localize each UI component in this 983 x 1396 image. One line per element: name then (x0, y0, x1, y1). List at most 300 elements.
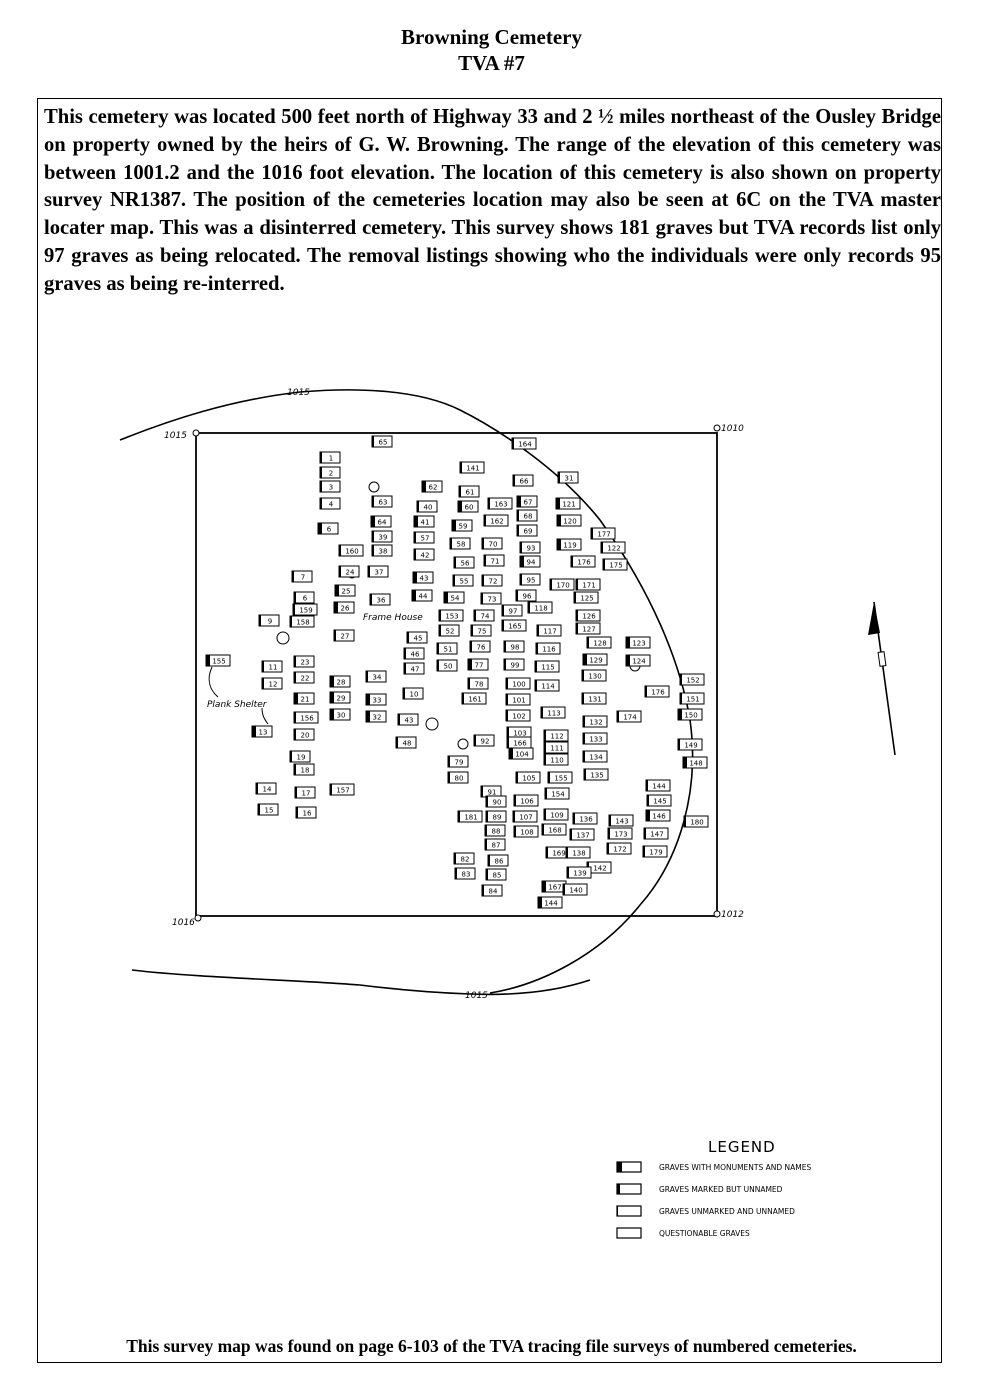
grave-168 (542, 824, 566, 835)
grave-67 (517, 496, 537, 507)
legend-item-label: GRAVES UNMARKED AND UNNAMED (659, 1207, 795, 1216)
grave-120 (557, 515, 581, 526)
grave-75 (471, 625, 491, 636)
grave-97 (502, 605, 522, 616)
grave-84 (482, 885, 502, 896)
grave-138 (566, 847, 590, 858)
grave-number: 3 (328, 483, 334, 492)
grave-number: 92 (480, 737, 490, 746)
grave-79 (448, 756, 468, 767)
grave-number: 50 (443, 662, 453, 671)
grave-number: 58 (456, 540, 466, 549)
grave-number: 54 (450, 594, 460, 603)
grave-number: 41 (420, 518, 430, 527)
grave-161 (462, 693, 486, 704)
grave-number: 150 (684, 711, 698, 720)
corner-label-bottom-left: 1016 (172, 918, 195, 928)
grave-number: 112 (550, 732, 564, 741)
grave-number: 63 (378, 498, 388, 507)
grave-148 (683, 757, 707, 768)
grave-number: 103 (513, 729, 527, 738)
grave-number: 157 (336, 786, 350, 795)
grave-137 (570, 829, 594, 840)
grave-number: 43 (404, 716, 414, 725)
grave-164 (512, 438, 536, 449)
grave-number: 4 (328, 500, 334, 509)
grave-number: 98 (510, 643, 520, 652)
grave-number: 72 (488, 577, 498, 586)
grave-number: 44 (418, 592, 428, 601)
grave-85 (486, 869, 506, 880)
grave-151 (680, 693, 704, 704)
grave-34 (366, 671, 386, 682)
grave-159 (293, 604, 317, 615)
grave-number: 165 (508, 622, 522, 631)
grave-number: 65 (378, 438, 388, 447)
grave-number: 155 (212, 657, 226, 666)
grave-65 (372, 436, 392, 447)
grave-number: 177 (597, 530, 611, 539)
grave-number: 70 (488, 540, 498, 549)
grave-number: 140 (569, 886, 583, 895)
grave-number: 116 (542, 645, 556, 654)
grave-106 (514, 795, 538, 806)
grave-87 (485, 839, 505, 850)
grave-102 (506, 710, 530, 721)
grave-number: 2 (328, 469, 334, 478)
grave-107 (513, 811, 537, 822)
grave-127 (576, 623, 600, 634)
grave-61 (459, 486, 479, 497)
grave-154 (545, 788, 569, 799)
grave-number: 83 (461, 870, 471, 879)
grave-number: 121 (562, 500, 576, 509)
grave-number: 14 (262, 785, 272, 794)
grave-number: 15 (264, 806, 274, 815)
grave-number: 114 (541, 682, 555, 691)
grave-number: 144 (544, 899, 558, 908)
grave-144 (538, 897, 562, 908)
grave-number: 86 (494, 857, 504, 866)
grave-28 (330, 676, 350, 687)
grave-number: 46 (410, 650, 420, 659)
grave-number: 113 (547, 709, 561, 718)
grave-number: 18 (300, 766, 310, 775)
grave-68 (517, 510, 537, 521)
grave-number: 155 (554, 774, 568, 783)
grave-1 (320, 452, 340, 463)
legend-item (617, 1206, 795, 1216)
grave-number: 21 (300, 695, 310, 704)
grave-73 (481, 593, 501, 604)
grave-number: 52 (445, 627, 455, 636)
grave-51 (437, 643, 457, 654)
grave-number: 163 (494, 500, 508, 509)
grave-143 (609, 815, 633, 826)
grave-48 (396, 737, 416, 748)
frame-house-label: Frame House (363, 613, 423, 623)
grave-155 (548, 772, 572, 783)
grave-29 (330, 692, 350, 703)
corner-label-top-right: 1010 (721, 424, 744, 434)
grave-number: 79 (454, 758, 464, 767)
grave-number: 176 (651, 688, 665, 697)
grave-number: 59 (458, 522, 468, 531)
grave-112 (544, 730, 568, 741)
grave-66 (513, 475, 533, 486)
grave-number: 173 (614, 830, 628, 839)
grave-number: 111 (550, 744, 564, 753)
grave-98 (504, 641, 524, 652)
grave-number: 9 (267, 617, 273, 626)
grave-number: 77 (474, 661, 484, 670)
grave-60 (458, 501, 478, 512)
grave-114 (535, 680, 559, 691)
grave-64 (371, 516, 391, 527)
grave-number: 7 (300, 573, 306, 582)
grave-number: 85 (492, 871, 502, 880)
grave-number: 136 (579, 815, 593, 824)
grave-number: 125 (580, 594, 594, 603)
grave-number: 39 (378, 533, 388, 542)
grave-number: 73 (487, 595, 497, 604)
grave-135 (584, 769, 608, 780)
grave-100 (506, 678, 530, 689)
grave-130 (582, 670, 606, 681)
grave-number: 99 (510, 661, 520, 670)
grave-number: 40 (423, 503, 433, 512)
grave-number: 82 (460, 855, 470, 864)
grave-number: 142 (593, 864, 607, 873)
grave-number: 174 (623, 713, 637, 722)
grave-number: 68 (523, 512, 533, 521)
grave-number: 171 (582, 581, 596, 590)
grave-144 (646, 780, 670, 791)
grave-number: 51 (443, 645, 453, 654)
grave-176 (571, 556, 595, 567)
grave-number: 29 (336, 694, 346, 703)
grave-72 (482, 575, 502, 586)
grave-132 (583, 716, 607, 727)
grave-number: 170 (556, 581, 570, 590)
grave-76 (470, 641, 490, 652)
grave-149 (678, 739, 702, 750)
grave-number: 27 (340, 632, 350, 641)
grave-number: 6 (326, 525, 332, 534)
grave-113 (541, 707, 565, 718)
grave-number: 32 (372, 713, 382, 722)
grave-111 (544, 742, 568, 753)
grave-155 (206, 655, 230, 666)
grave-number: 43 (419, 574, 429, 583)
grave-number: 34 (372, 673, 382, 682)
grave-number: 62 (428, 483, 438, 492)
grave-177 (591, 528, 615, 539)
grave-number: 159 (299, 606, 313, 615)
grave-number: 148 (689, 759, 703, 768)
grave-30 (330, 709, 350, 720)
grave-number: 141 (466, 464, 480, 473)
grave-6 (318, 523, 338, 534)
grave-126 (576, 610, 600, 621)
grave-number: 101 (512, 696, 526, 705)
grave-11 (262, 661, 282, 672)
grave-number: 56 (460, 559, 470, 568)
grave-78 (468, 678, 488, 689)
grave-116 (536, 643, 560, 654)
grave-number: 90 (492, 798, 502, 807)
grave-27 (334, 630, 354, 641)
grave-166 (507, 737, 531, 748)
grave-number: 134 (589, 753, 603, 762)
grave-number: 67 (523, 498, 533, 507)
grave-59 (452, 520, 472, 531)
grave-131 (582, 693, 606, 704)
grave-56 (454, 557, 474, 568)
contour-label-top: 1015 (287, 388, 310, 398)
grave-number: 104 (515, 750, 529, 759)
grave-number: 23 (300, 658, 310, 667)
grave-number: 115 (541, 663, 555, 672)
grave-number: 55 (459, 577, 469, 586)
grave-109 (544, 809, 568, 820)
page-title: Browning Cemetery (401, 25, 582, 49)
grave-number: 95 (526, 576, 536, 585)
legend-item-label: QUESTIONABLE GRAVES (659, 1229, 750, 1238)
grave-77 (468, 659, 488, 670)
grave-number: 122 (607, 544, 621, 553)
plank-shelter-pointer-2 (262, 708, 268, 724)
grave-number: 22 (300, 674, 310, 683)
grave-number: 84 (488, 887, 498, 896)
grave-number: 97 (508, 607, 518, 616)
grave-number: 123 (632, 639, 646, 648)
grave-110 (544, 754, 568, 765)
grave-number: 167 (548, 883, 562, 892)
legend-item-label: GRAVES MARKED BUT UNNAMED (659, 1185, 783, 1194)
corner-label-bottom-right: 1012 (721, 910, 744, 920)
grave-number: 126 (582, 612, 596, 621)
grave-134 (583, 751, 607, 762)
grave-147 (644, 828, 668, 839)
grave-number: 166 (513, 739, 527, 748)
grave-number: 71 (490, 557, 500, 566)
plank-shelter-pointer (209, 667, 218, 697)
legend-item (617, 1184, 783, 1194)
corner-label-top-left: 1015 (164, 431, 187, 441)
grave-171 (576, 579, 600, 590)
property-boundary (196, 433, 717, 916)
grave-number: 181 (464, 813, 478, 822)
grave-number: 110 (550, 756, 564, 765)
grave-number: 88 (491, 827, 501, 836)
grave-25 (335, 585, 355, 596)
grave-133 (583, 733, 607, 744)
grave-number: 89 (492, 813, 502, 822)
grave-115 (535, 661, 559, 672)
grave-43 (398, 714, 418, 725)
grave-44 (412, 590, 432, 601)
grave-156 (294, 712, 318, 723)
grave-number: 138 (572, 849, 586, 858)
grave-number: 130 (588, 672, 602, 681)
grave-number: 37 (374, 568, 384, 577)
grave-number: 131 (588, 695, 602, 704)
grave-number: 64 (377, 518, 387, 527)
grave-50 (437, 660, 457, 671)
grave-12 (262, 678, 282, 689)
grave-119 (557, 539, 581, 550)
grave-number: 30 (336, 711, 346, 720)
grave-172 (607, 843, 631, 854)
grave-19 (290, 751, 310, 762)
grave-number: 19 (296, 753, 306, 762)
grave-139 (567, 867, 591, 878)
grave-167 (542, 881, 566, 892)
grave-58 (450, 538, 470, 549)
grave-70 (482, 538, 502, 549)
grave-number: 96 (522, 592, 532, 601)
grave-31 (558, 472, 578, 483)
grave-96 (516, 590, 536, 601)
grave-number: 102 (512, 712, 526, 721)
grave-23 (294, 656, 314, 667)
grave-157 (330, 784, 354, 795)
grave-number: 151 (686, 695, 700, 704)
grave-17 (295, 787, 315, 798)
grave-number: 91 (487, 788, 497, 797)
grave-69 (517, 525, 537, 536)
grave-markers (206, 436, 708, 908)
grave-146 (646, 810, 670, 821)
grave-173 (608, 828, 632, 839)
grave-152 (680, 674, 704, 685)
grave-number: 179 (649, 848, 663, 857)
grave-number: 33 (372, 696, 382, 705)
grave-54 (444, 592, 464, 603)
grave-43 (413, 572, 433, 583)
grave-83 (455, 868, 475, 879)
grave-10 (403, 688, 423, 699)
grave-number: 147 (650, 830, 664, 839)
grave-number: 124 (632, 657, 646, 666)
page-subtitle: TVA #7 (458, 51, 525, 75)
grave-number: 146 (652, 812, 666, 821)
grave-number: 106 (520, 797, 534, 806)
grave-number: 105 (522, 774, 536, 783)
grave-136 (573, 813, 597, 824)
grave-153 (439, 610, 463, 621)
grave-80 (448, 772, 468, 783)
grave-number: 180 (690, 818, 704, 827)
grave-46 (404, 648, 424, 659)
grave-number: 137 (576, 831, 590, 840)
grave-number: 119 (563, 541, 577, 550)
grave-32 (366, 711, 386, 722)
grave-number: 172 (613, 845, 627, 854)
grave-89 (486, 811, 506, 822)
grave-number: 66 (519, 477, 529, 486)
grave-number: 24 (345, 568, 355, 577)
grave-number: 144 (652, 782, 666, 791)
grave-45 (407, 632, 427, 643)
grave-number: 152 (686, 676, 700, 685)
grave-number: 133 (589, 735, 603, 744)
grave-117 (537, 625, 561, 636)
grave-number: 175 (609, 561, 623, 570)
grave-number: 132 (589, 718, 603, 727)
grave-number: 158 (296, 618, 310, 627)
grave-179 (643, 846, 667, 857)
source-footer: This survey map was found on page 6-103 of the TVA tracing file surveys of numbered cemeteries. (126, 1336, 857, 1356)
grave-16 (296, 807, 316, 818)
grave-number: 117 (543, 627, 557, 636)
grave-86 (488, 855, 508, 866)
grave-number: 42 (420, 551, 430, 560)
grave-118 (528, 602, 552, 613)
grave-number: 118 (534, 604, 548, 613)
grave-170 (550, 579, 574, 590)
grave-20 (294, 729, 314, 740)
grave-123 (626, 637, 650, 648)
grave-number: 168 (548, 826, 562, 835)
grave-number: 154 (551, 790, 565, 799)
grave-21 (294, 693, 314, 704)
grave-number: 16 (302, 809, 312, 818)
grave-160 (339, 545, 363, 556)
grave-14 (256, 783, 276, 794)
grave-number: 107 (519, 813, 533, 822)
grave-103 (507, 727, 531, 738)
grave-36 (370, 594, 390, 605)
grave-number: 135 (590, 771, 604, 780)
grave-176 (645, 686, 669, 697)
grave-99 (504, 659, 524, 670)
grave-121 (556, 498, 580, 509)
grave-37 (368, 566, 388, 577)
legend-item (617, 1162, 811, 1172)
grave-145 (647, 795, 671, 806)
grave-number: 60 (464, 503, 474, 512)
grave-number: 20 (300, 731, 310, 740)
grave-7 (292, 571, 312, 582)
map-legend (617, 1138, 811, 1238)
grave-number: 25 (341, 587, 351, 596)
grave-number: 80 (454, 774, 464, 783)
grave-128 (587, 637, 611, 648)
grave-number: 128 (593, 639, 607, 648)
grave-number: 153 (445, 612, 459, 621)
grave-number: 139 (573, 869, 587, 878)
grave-180 (684, 816, 708, 827)
grave-129 (583, 654, 607, 665)
grave-104 (509, 748, 533, 759)
grave-number: 143 (615, 817, 629, 826)
grave-number: 26 (340, 604, 350, 613)
grave-38 (372, 545, 392, 556)
grave-number: 100 (512, 680, 526, 689)
grave-18 (294, 764, 314, 775)
grave-number: 36 (376, 596, 386, 605)
grave-40 (417, 501, 437, 512)
legend-item (617, 1228, 750, 1238)
grave-3 (320, 481, 340, 492)
grave-124 (626, 655, 650, 666)
grave-number: 156 (300, 714, 314, 723)
contour-label-bottom: 1015 (465, 991, 488, 1001)
grave-number: 109 (550, 811, 564, 820)
grave-number: 12 (268, 680, 278, 689)
